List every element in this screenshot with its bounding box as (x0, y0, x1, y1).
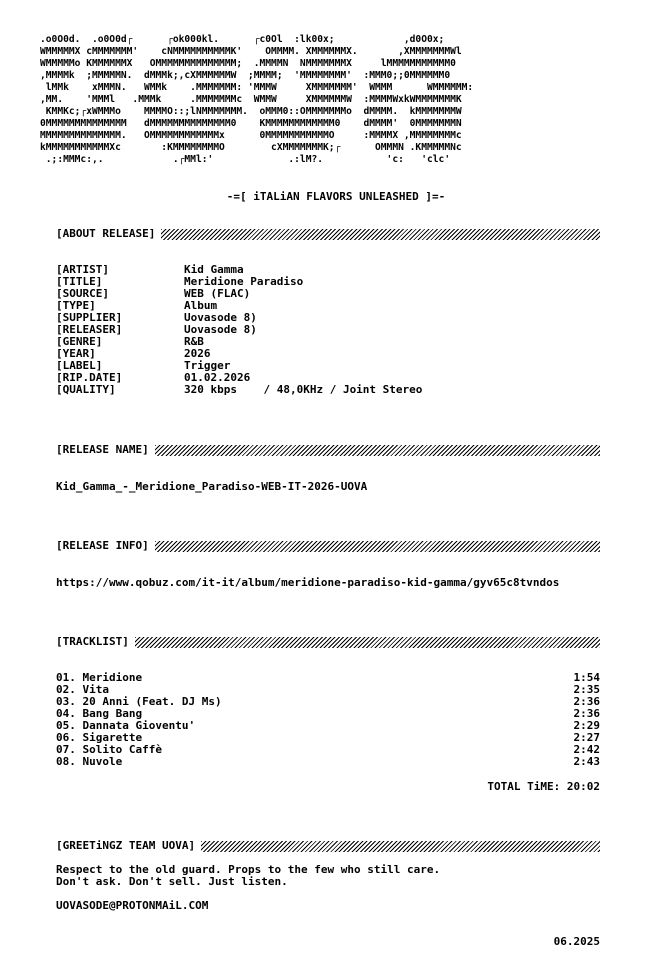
detail-row-source (56, 288, 616, 300)
detail-key: [QUALITY] (56, 383, 116, 396)
detail-value: 2026 (184, 347, 211, 360)
greetings-label: [GREETiNGZ TEAM UOVA] (56, 839, 196, 852)
detail-key: [RELEASER] (56, 323, 123, 336)
release-info-url: https://www.qobuz.com/it-it/album/meridione-paradiso-kid-gamma/gyv65c8tvndos (56, 576, 560, 589)
detail-value: 01.02.2026 (184, 371, 251, 384)
total-time: TOTAL TiME: 20:02 (487, 780, 600, 793)
detail-value: Trigger (184, 359, 231, 372)
hatch-divider (155, 541, 600, 552)
detail-row-supplier (56, 312, 616, 324)
detail-key: [SOURCE] (56, 287, 109, 300)
track-title: 06. Sigarette (56, 731, 143, 744)
hatch-divider (161, 229, 600, 240)
greetings-text (56, 864, 616, 912)
detail-value: WEB (FLAC) (184, 287, 251, 300)
release-details-table (56, 264, 616, 396)
ascii-art-logo: .o0O0d. .o0O0d┌ ┌ok000kl. ┌c0Ol :lk00x; ,d0O0x; WMMMMMX cMMMMMMM' cNMMMMMMMMMMK' OMMMM. XMMMMMMX. ,XMMMMMMMWl WMMMMMo KMMMMMMX OMMMMMMMMMMMMMM; .MMMMN NMMMMMMMX lMMMMMMMMMMM0 ,MMMMk ;MMMMMN. dMMMk;,cXMMMMMMW ;MMMM; 'MMMMMMMM' :MMM0;;0MMMMMM0 lMMk xMMMN. WMMk .MMMMMMM: 'MMMW XMMMMMMM' WMMM WMMMMMM: ,MM. 'MMMl .MMMk .MMMMMMMc WMMW XMMMMMMW :MMMMWxkWMMMMMMMK KMMKc;┌xWMMMo MMMMO::;lNMMMMMMM. oMMM0::OMMMMMMMo dMMMM. kMMMMMMMW 0MMMMMMMMMMMMMM dMMMMMMMMMMMMMM0 KMMMMMMMMMMMM0 dMMMM' 0MMMMMMMN MMMMMMMMMMMMMM. OMMMMMMMMMMMMx 0MMMMMMMMMMMO :MMMMX ,MMMMMMMMc kMMMMMMMMMMMXc :KMMMMMMMMO cXMMMMMMMK;┌ OMMMN .KMMMMMNc .;:MMMc:,. .┌MMl:' .:lM?. 'c: 'clc' (40, 34, 474, 165)
detail-key: [SUPPLIER] (56, 311, 123, 324)
footer-date: 06.2025 (553, 935, 600, 948)
detail-row-type (56, 300, 616, 312)
about-release-header (56, 227, 600, 241)
hatch-divider (155, 445, 600, 456)
track-title: 08. Nuvole (56, 755, 123, 768)
tagline: -=[ iTALiAN FLAVORS UNLEASHED ]=- (226, 190, 446, 203)
detail-key: [YEAR] (56, 347, 96, 360)
track-title: 07. Solito Caffè (56, 743, 162, 756)
track-time: 2:27 (573, 731, 600, 744)
greeting-line: Don't ask. Don't sell. Just listen. (56, 875, 288, 888)
track-row (56, 672, 600, 684)
track-time: 1:54 (573, 671, 600, 684)
track-time: 2:42 (573, 743, 600, 756)
detail-row-releaser (56, 324, 616, 336)
greetings-header (56, 839, 600, 853)
release-info-label: [RELEASE INFO] (56, 539, 149, 552)
detail-key: [ARTIST] (56, 263, 109, 276)
track-title: 01. Meridione (56, 671, 143, 684)
track-title: 03. 20 Anni (Feat. DJ Ms) (56, 695, 222, 708)
tracklist-label: [TRACKLIST] (56, 635, 129, 648)
release-info-header (56, 539, 600, 553)
detail-row-artist (56, 264, 616, 276)
release-name-value: Kid_Gamma_-_Meridione_Paradiso-WEB-IT-2026-UOVA (56, 480, 368, 493)
track-time: 2:36 (573, 695, 600, 708)
detail-value: Meridione Paradiso (184, 275, 304, 288)
detail-key: [RIP.DATE] (56, 371, 123, 384)
track-time: 2:29 (573, 719, 600, 732)
detail-value: Uovasode 8) (184, 311, 257, 324)
detail-value: 320 kbps / 48,0KHz / Joint Stereo (184, 383, 423, 396)
track-title: 04. Bang Bang (56, 707, 143, 720)
detail-key: [GENRE] (56, 335, 103, 348)
release-name-header (56, 443, 600, 457)
detail-key: [TITLE] (56, 275, 103, 288)
track-time: 2:43 (573, 755, 600, 768)
detail-row-title (56, 276, 616, 288)
detail-row-label (56, 360, 616, 372)
hatch-divider (201, 841, 600, 852)
hatch-divider (135, 637, 600, 648)
release-name-label: [RELEASE NAME] (56, 443, 149, 456)
detail-value: Album (184, 299, 218, 312)
track-title: 05. Dannata Gioventu' (56, 719, 196, 732)
track-time: 2:35 (573, 683, 600, 696)
detail-key: [TYPE] (56, 299, 96, 312)
track-time: 2:36 (573, 707, 600, 720)
contact-email: UOVASODE@PROTONMAiL.COM (56, 899, 209, 912)
greeting-line: Respect to the old guard. Props to the few who still care. (56, 863, 441, 876)
tracklist (56, 672, 600, 768)
detail-key: [LABEL] (56, 359, 103, 372)
track-row (56, 756, 600, 768)
detail-row-quality (56, 384, 616, 396)
detail-value: Uovasode 8) (184, 323, 257, 336)
track-row (56, 744, 600, 756)
about-release-label: [ABOUT RELEASE] (56, 227, 156, 240)
tracklist-header (56, 635, 600, 649)
detail-value: R&B (184, 335, 204, 348)
track-title: 02. Vita (56, 683, 109, 696)
detail-row-year (56, 348, 616, 360)
detail-row-genre (56, 336, 616, 348)
detail-value: Kid Gamma (184, 263, 244, 276)
